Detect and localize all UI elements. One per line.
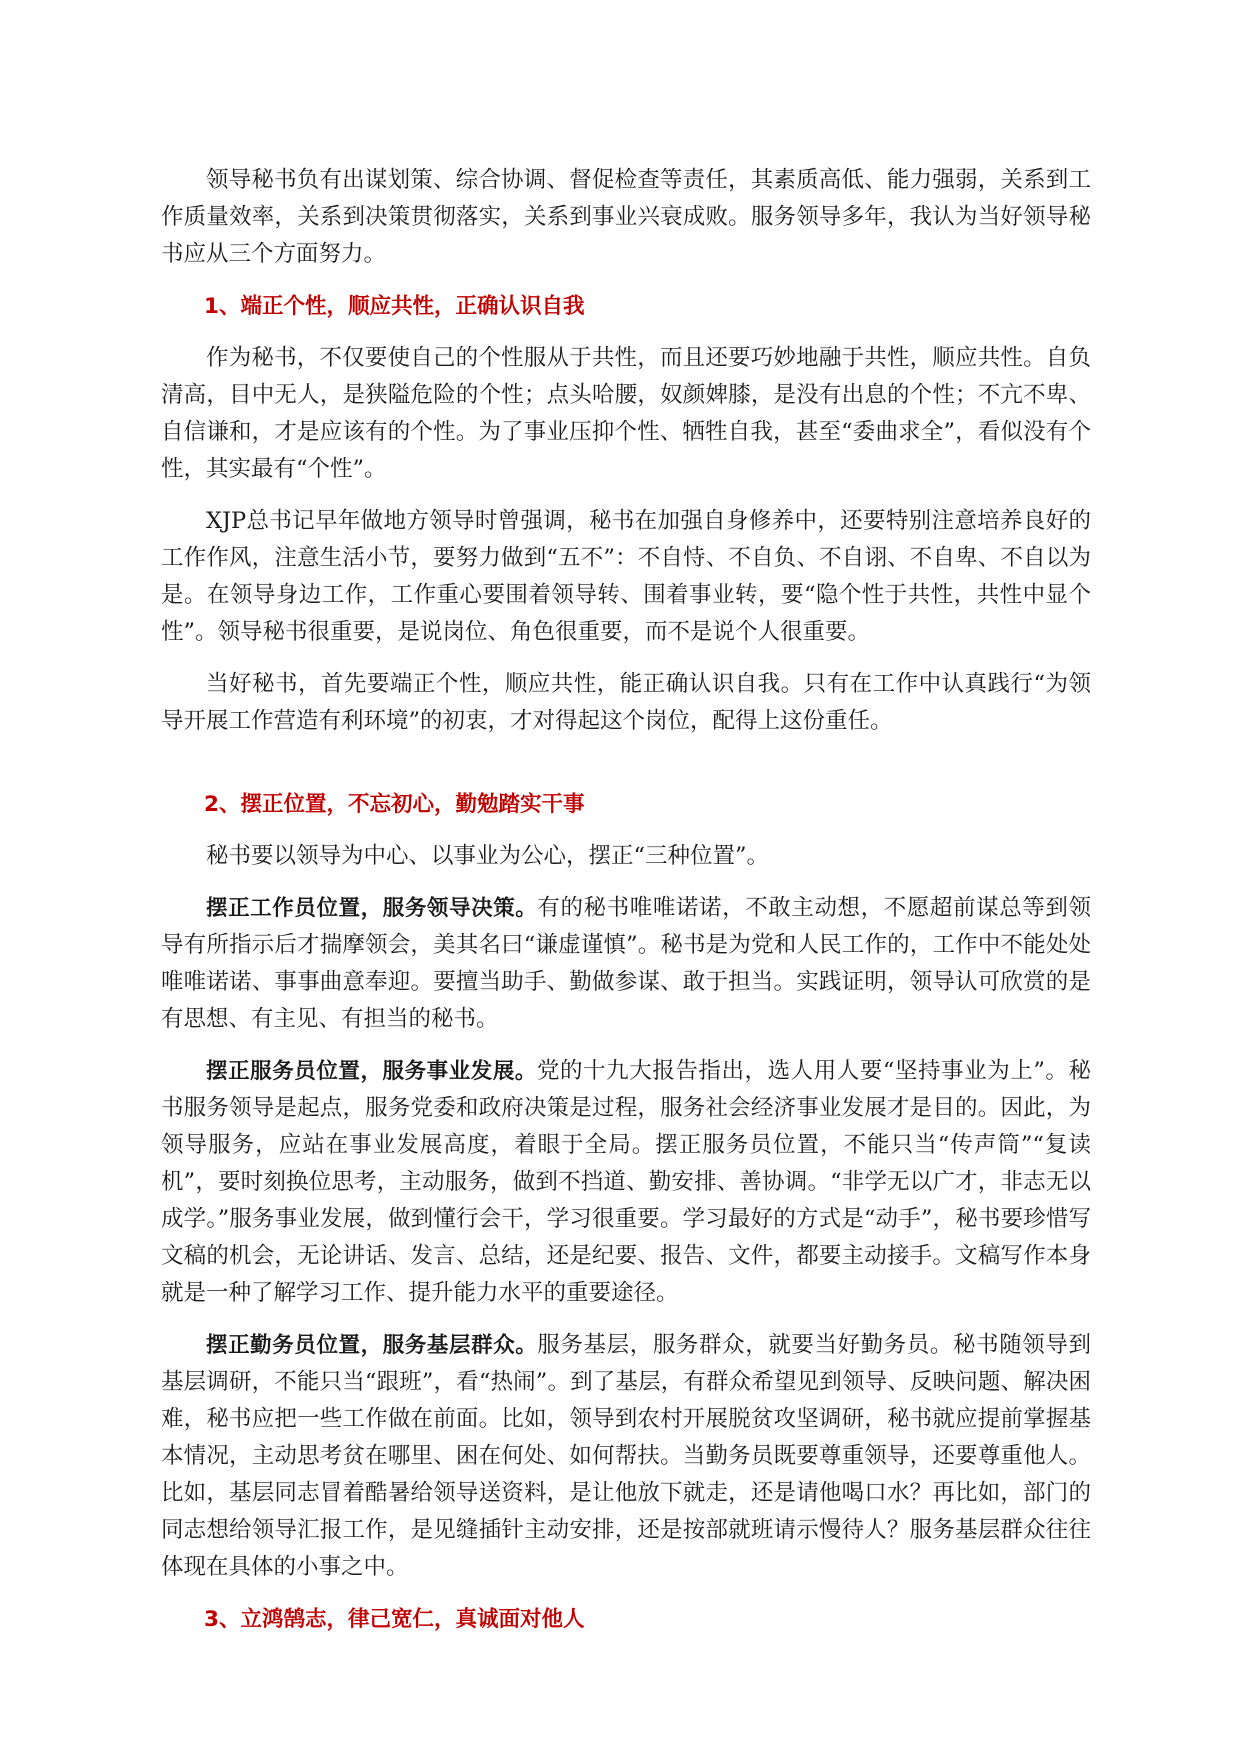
item-3-lead: 摆正勤务员位置，服务基层群众。 [206, 1333, 538, 1358]
item-1-lead: 摆正工作员位置，服务领导决策。 [206, 896, 538, 921]
document-page [161, 162, 1091, 1638]
section-2-item-1 [161, 890, 1091, 1038]
item-2-text: 党的十九大报告指出，选人用人要“坚持事业为上”。秘书服务领导是起点，服务党委和政府决策是过程，服务社会经济事业发展才是目的。因此，为领导服务，应站在事业发展高度，着眼于全局。摆正服务员位置，不能只当“传声筒”“复读机”，要时刻换位思考，主动服务，做到不挡道、勤安排、善协调。“非学无以广才，非志无以成学。”服务事业发展，做到懂行会干，学习很重要。学习最好的方式是“动手”，秘书要珍惜写文稿的机会，无论讲话、发言、总结，还是纪要、报告、文件，都要主动接手。文稿写作本身就是一种了解学习工作、提升能力水平的重要途径。 [161, 1058, 1091, 1306]
section-1-paragraph-1: 作为秘书，不仅要使自己的个性服从于共性，而且还要巧妙地融于共性，顺应共性。自负清高，目中无人，是狭隘危险的个性；点头哈腰，奴颜婢膝，是没有出息的个性；不亢不卑、自信谦和，才是应该有的个性。为了事业压抑个性、牺牲自我，甚至“委曲求全”，看似没有个性，其实最有“个性”。 [161, 345, 1091, 482]
section-3-heading: 3、立鸿鹄志，律己宽仁，真诚面对他人 [204, 1607, 585, 1632]
section-2-item-3 [161, 1327, 1091, 1586]
item-3-text: 服务基层，服务群众，就要当好勤务员。秘书随领导到基层调研，不能只当“跟班”，看“热闹”。到了基层，有群众希望见到领导、反映问题、解决困难，秘书应把一些工作做在前面。比如，领导到农村开展脱贫攻坚调研，秘书就应提前掌握基本情况，主动思考贫在哪里、困在何处、如何帮扶。当勤务员既要尊重领导，还要尊重他人。比如，基层同志冒着酷暑给领导送资料，是让他放下就走，还是请他喝口水？再比如，部门的同志想给领导汇报工作，是见缝插针主动安排，还是按部就班请示慢待人？服务基层群众往往体现在具体的小事之中。 [161, 1332, 1091, 1580]
section-1-heading: 1、端正个性，顺应共性，正确认识自我 [204, 294, 585, 319]
item-2-lead: 摆正服务员位置，服务事业发展。 [206, 1059, 537, 1084]
section-2-item-2 [161, 1053, 1091, 1312]
item-1-text: 有的秘书唯唯诺诺，不敢主动想，不愿超前谋总等到领导有所指示后才揣摩领会，美其名曰“谦虚谨慎”。秘书是为党和人民工作的，工作中不能处处唯唯诺诺、事事曲意奉迎。要擅当助手、勤做参谋、敢于担当。实践证明，领导认可欣赏的是有思想、有主见、有担当的秘书。 [161, 895, 1091, 1032]
intro-paragraph: 领导秘书负有出谋划策、综合协调、督促检查等责任，其素质高低、能力强弱，关系到工作质量效率，关系到决策贯彻落实，关系到事业兴衰成败。服务领导多年，我认为当好领导秘书应从三个方面努力。 [161, 167, 1091, 267]
section-1-paragraph-3: 当好秘书，首先要端正个性，顺应共性，能正确认识自我。只有在工作中认真践行“为领导开展工作营造有利环境”的初衷，才对得起这个岗位，配得上这份重任。 [161, 671, 1091, 734]
section-2-heading: 2、摆正位置，不忘初心，勤勉踏实干事 [204, 792, 585, 817]
section-2-intro: 秘书要以领导为中心、以事业为公心，摆正“三种位置”。 [206, 843, 770, 869]
section-1-paragraph-2: XJP总书记早年做地方领导时曾强调，秘书在加强自身修养中，还要特别注意培养良好的工作作风，注意生活小节，要努力做到“五不”：不自恃、不自负、不自诩、不自卑、不自以为是。在领导身边工作，工作重心要围着领导转、围着事业转，要“隐个性于共性，共性中显个性”。领导秘书很重要，是说岗位、角色很重要，而不是说个人很重要。 [161, 508, 1091, 645]
